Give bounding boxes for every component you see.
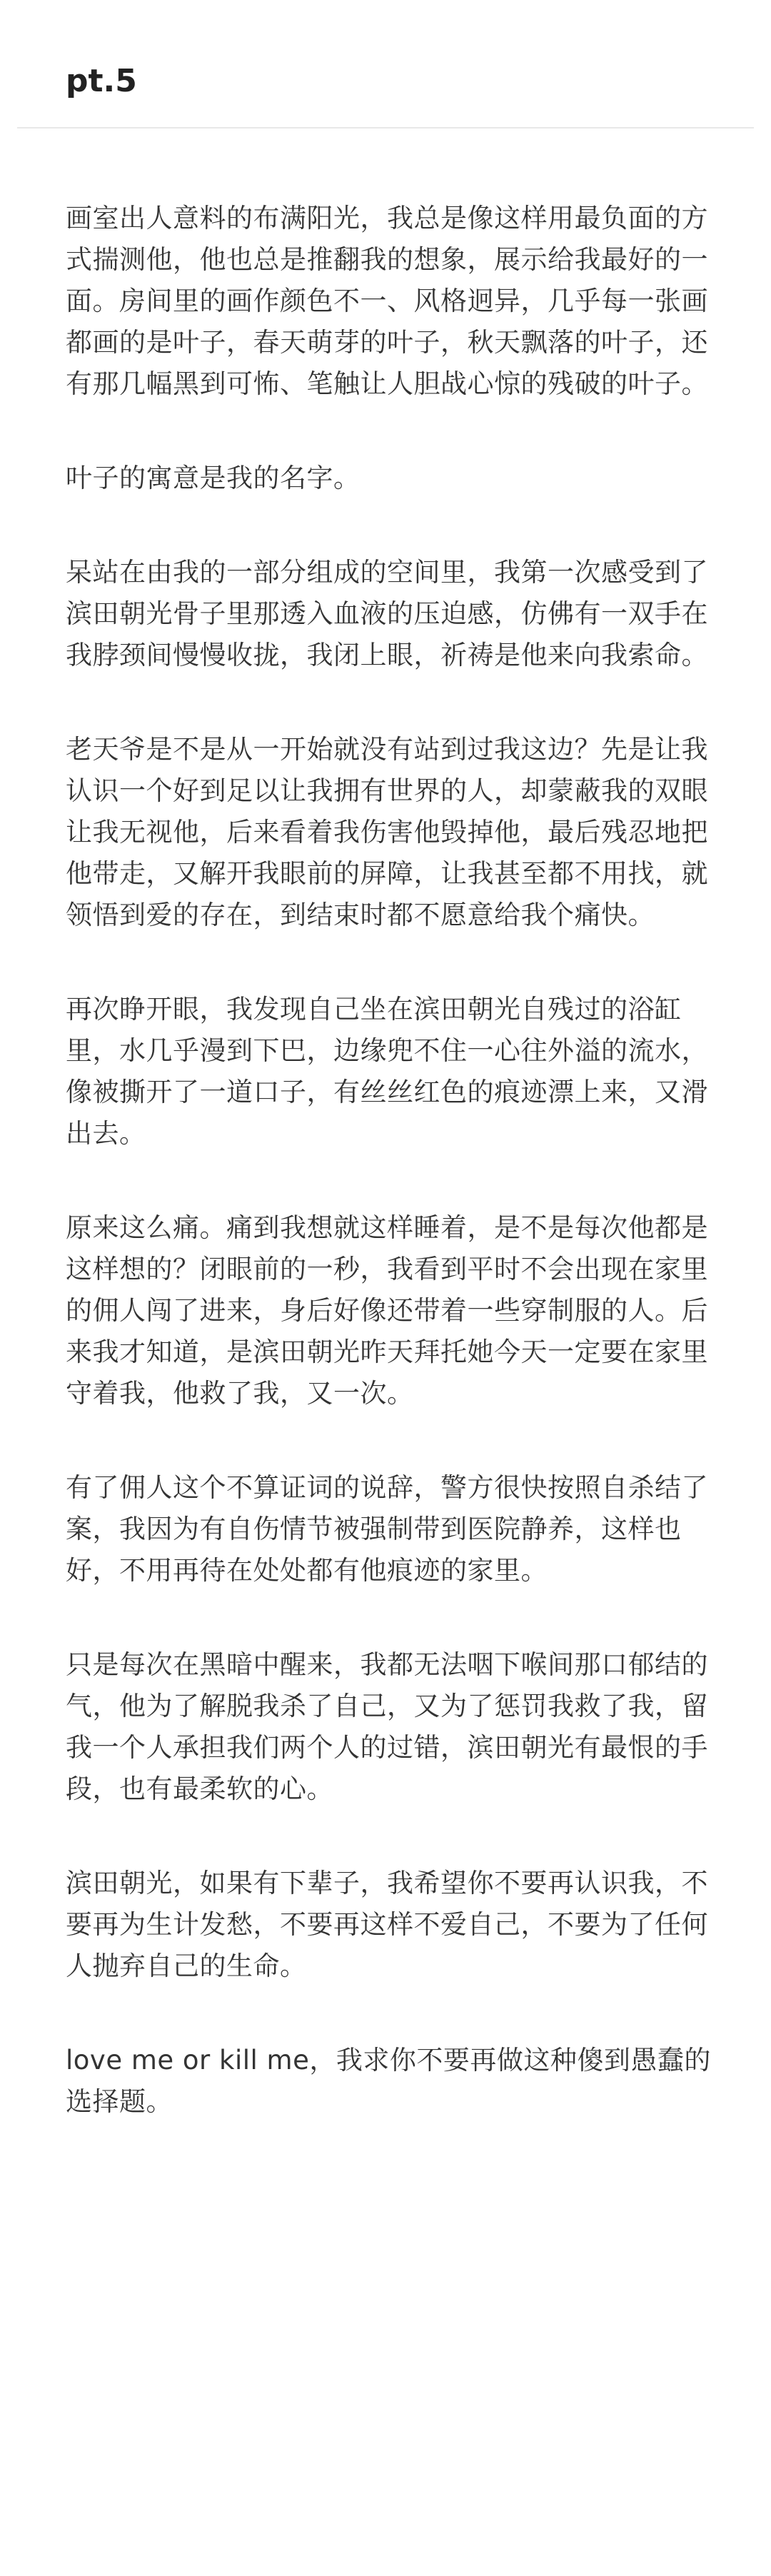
paragraph: 只是每次在黑暗中醒来，我都无法咽下喉间那口郁结的气，他为了解脱我杀了自己，又为了惩罚我救了我，留我一个人承担我们两个人的过错，滨田朝光有最恨的手段，也有最柔软的心。 [66, 1649, 708, 1804]
paragraph: 再次睁开眼，我发现自己坐在滨田朝光自残过的浴缸里，水几乎漫到下巴，边缘兜不住一心往外溢的流水，像被撕开了一道口子，有丝丝红色的痕迹漂上来，又滑出去。 [66, 994, 708, 1149]
paragraph: 老天爷是不是从一开始就没有站到过我这边？先是让我认识一个好到足以让我拥有世界的人，却蒙蔽我的双眼让我无视他，后来看着我伤害他毁掉他，最后残忍地把他带走，又解开我眼前的屏障，让我甚至都不用找，就领悟到爱的存在，到结束时都不愿意给我个痛快。 [66, 734, 708, 930]
paragraph: 滨田朝光，如果有下辈子，我希望你不要再认识我，不要再为生计发愁，不要再这样不爱自己，不要为了任何人抛弃自己的生命。 [66, 1868, 708, 1981]
paragraph: 有了佣人这个不算证词的说辞，警方很快按照自杀结了案，我因为有自伤情节被强制带到医院静养，这样也好，不用再待在处处都有他痕迹的家里。 [66, 1472, 708, 1586]
paragraph: 呆站在由我的一部分组成的空间里，我第一次感受到了滨田朝光骨子里那透入血液的压迫感，仿佛有一双手在我脖颈间慢慢收拢，我闭上眼，祈祷是他来向我索命。 [66, 557, 708, 670]
paragraph: 原来这么痛。痛到我想就这样睡着，是不是每次他都是这样想的？闭眼前的一秒，我看到平时不会出现在家里的佣人闯了进来，身后好像还带着一些穿制服的人。后来我才知道，是滨田朝光昨天拜托她今天一定要在家里守着我，他救了我，又一次。 [66, 1212, 708, 1409]
paragraph: love me or kill me，我求你不要再做这种傻到愚蠢的选择题。 [66, 2045, 711, 2117]
article-body [66, 198, 722, 2175]
header-divider [17, 127, 754, 129]
paragraph: 画室出人意料的布满阳光，我总是像这样用最负面的方式揣测他，他也总是推翻我的想象，展示给我最好的一面。房间里的画作颜色不一、风格迥异，几乎每一张画都画的是叶子，春天萌芽的叶子，秋天飘落的叶子，还有那几幅黑到可怖、笔触让人胆战心惊的残破的叶子。 [66, 203, 708, 399]
paragraph: 叶子的寓意是我的名字。 [66, 463, 361, 493]
header-bar [0, 0, 771, 129]
page-title: pt.5 [66, 63, 137, 99]
